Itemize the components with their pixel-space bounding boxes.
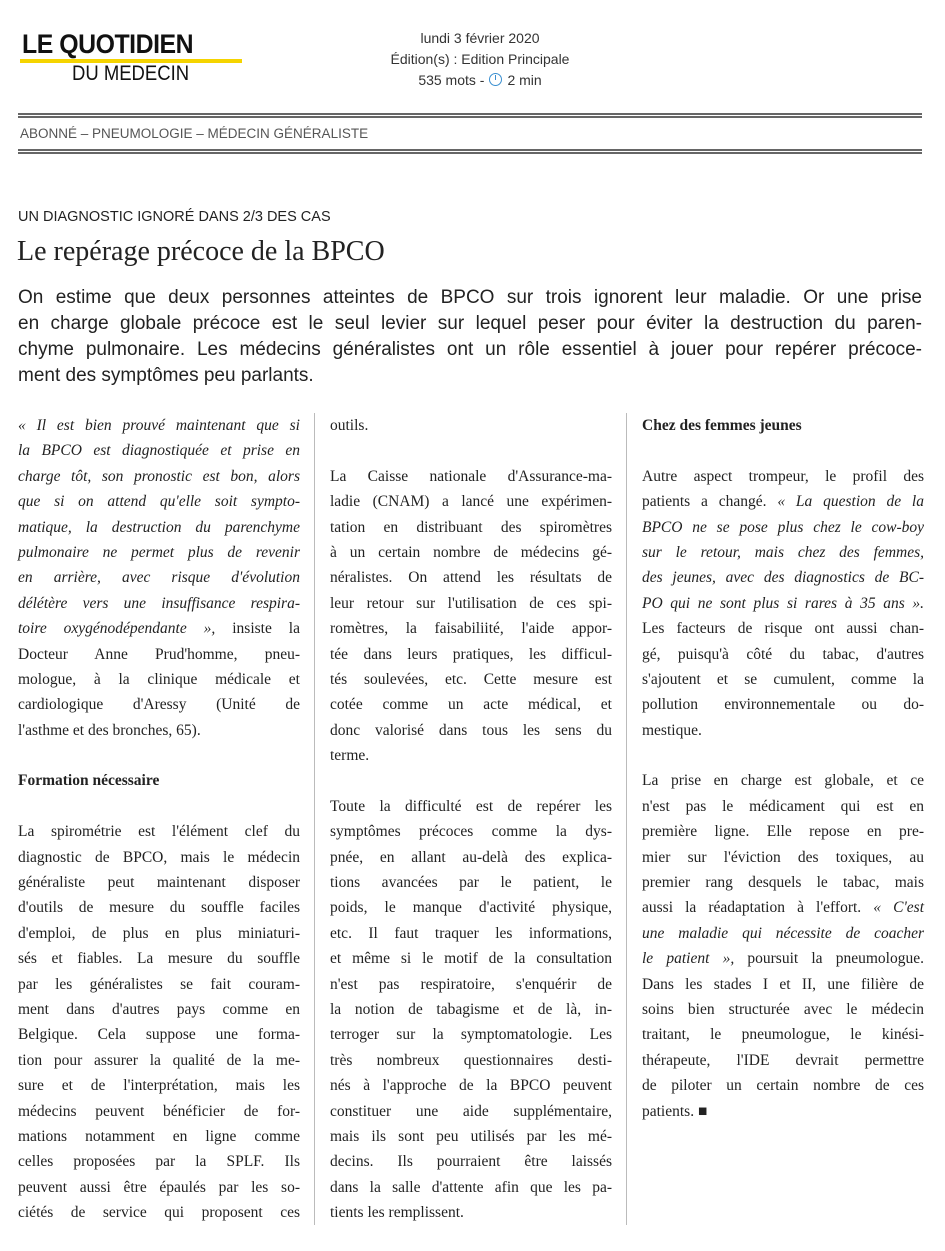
paragraph	[330, 464, 612, 769]
paragraph	[18, 819, 300, 1225]
body-text: ment dans d'autres pays comme en	[18, 1000, 300, 1018]
lede-line: On estime que deux personnes atteintes de BPCO sur trois ignorent leur maladie. Or une prise	[18, 287, 922, 308]
text-line	[642, 1048, 924, 1073]
text-line	[330, 1175, 612, 1200]
text-line	[642, 819, 924, 844]
body-text: Toute la difficulté est de repérer les	[330, 797, 612, 815]
paragraph	[642, 464, 924, 743]
body-text: tée dans leurs pratiques, les difficul-	[330, 645, 612, 663]
text-line	[642, 692, 924, 717]
text-line	[18, 946, 300, 971]
body-text: sés et fiables. La mesure du souffle	[18, 950, 300, 968]
text-line	[18, 972, 300, 997]
text-line	[642, 489, 924, 514]
publication-logo	[20, 30, 242, 86]
quote-text: délétère vers une insuffisance respira-	[18, 594, 300, 612]
text-line	[18, 565, 300, 590]
text-line	[18, 895, 300, 920]
text-line	[18, 870, 300, 895]
text-line	[330, 972, 612, 997]
body-text: Docteur Anne Prud'homme, pneu-	[18, 645, 300, 663]
body-text: d'emploi, de plus en plus miniaturi-	[18, 924, 300, 942]
edition: Édition(s) : Edition Principale	[390, 51, 570, 67]
body-text: patients a changé.	[642, 493, 778, 511]
text-line	[642, 845, 924, 870]
text-line	[330, 845, 612, 870]
text-line	[18, 1048, 300, 1073]
body-text: tation en distribuant des spiromètres	[330, 518, 612, 536]
body-text: mations notamment en ligne comme	[18, 1127, 300, 1145]
body-text: peuvent aussi être épaulés par les so-	[18, 1178, 300, 1196]
text-line	[642, 515, 924, 540]
body-text: insiste la	[215, 620, 300, 638]
body-text: La prise en charge est globale, et ce	[642, 772, 924, 790]
lede-line: chyme pulmonaire. Les médecins généralistes ont un rôle essentiel à jouer pour repérer précoce-	[18, 339, 922, 360]
text-line	[642, 591, 924, 616]
text-line	[642, 565, 924, 590]
text-line	[642, 946, 924, 971]
body-text: outils.	[330, 417, 369, 434]
word-count: 535 mots -	[418, 72, 485, 88]
text-line	[330, 718, 612, 743]
text-line	[18, 997, 300, 1022]
body-text: très nombreux questionnaires desti-	[330, 1051, 612, 1069]
body-text: poursuit la pneumologue.	[734, 950, 924, 968]
text-line	[330, 1073, 612, 1098]
text-line	[18, 718, 300, 743]
body-text: dans la salle d'attente afin que les pa-	[330, 1178, 612, 1196]
text-line	[18, 1073, 300, 1098]
quote-text: le patient »,	[642, 950, 735, 968]
text-line	[642, 1022, 924, 1047]
text-line	[330, 1099, 612, 1124]
body-text: ladie (CNAM) a lancé une expérimen-	[330, 493, 612, 511]
text-line	[642, 718, 924, 743]
body-text: n'est pas respiratoire, s'enquérir de	[330, 975, 612, 993]
body-text: diagnostic de BPCO, mais le médecin	[18, 848, 300, 866]
text-line	[642, 870, 924, 895]
text-line	[330, 515, 612, 540]
article-title: Le repérage précoce de la BPCO	[17, 236, 385, 267]
text-line	[330, 667, 612, 692]
clock-icon	[489, 73, 502, 86]
text-line	[330, 642, 612, 667]
body-text: celles proposées par la SPLF. Ils	[18, 1153, 300, 1171]
text-line	[18, 667, 300, 692]
text-line	[330, 1149, 612, 1174]
text-line	[642, 540, 924, 565]
body-text: par les généralistes se fait couram-	[18, 975, 300, 993]
quote-text: la BPCO est diagnostiquée et prise en	[18, 442, 300, 460]
body-text: ciétés de service qui proposent ces	[18, 1204, 300, 1222]
body-text: de piloter un certain nombre de ces	[642, 1077, 924, 1095]
body-text: à un certain nombre de médecins gé-	[330, 543, 612, 561]
quote-text: charge tôt, son pronostic est bon, alors	[18, 467, 300, 485]
column-divider	[314, 413, 315, 1225]
text-line	[18, 515, 300, 540]
text-line	[18, 1099, 300, 1124]
quote-text: des jeunes, avec des diagnostics de BC-	[642, 569, 924, 587]
body-text: cardiologique d'Aressy (Unité de	[18, 696, 300, 714]
text-line	[330, 540, 612, 565]
text-line	[642, 667, 924, 692]
text-line	[642, 1073, 924, 1098]
article-column-3	[642, 413, 924, 1149]
text-line	[18, 438, 300, 463]
column-divider	[626, 413, 627, 1225]
body-text: terroger sur la symptomatologie. Les	[330, 1026, 612, 1044]
text-line	[330, 794, 612, 819]
word-count-row	[330, 70, 630, 91]
body-text: tions avancées par le patient, le	[330, 874, 612, 892]
body-text: mier sur l'éviction des toxiques, au	[642, 848, 924, 866]
article-column-1	[18, 413, 300, 1251]
paragraph	[330, 794, 612, 1226]
logo-line-2: DU MEDECIN	[72, 62, 190, 85]
body-text: gé, puisqu'à côté du tabac, d'autres	[642, 645, 924, 663]
body-text: aussi la réadaptation à l'effort.	[642, 899, 874, 917]
body-text: mestique.	[642, 721, 702, 739]
logo-line-1: LE QUOTIDIEN	[22, 29, 194, 59]
body-text: tients les remplissent.	[330, 1204, 464, 1222]
quote-text: sur le retour, mais chez des femmes,	[642, 543, 924, 561]
text-line	[330, 489, 612, 514]
divider-top	[18, 113, 922, 118]
body-text: Belgique. Cela suppose une forma-	[18, 1026, 300, 1044]
body-text: constituer une aide supplémentaire,	[330, 1102, 612, 1120]
text-line	[642, 972, 924, 997]
text-line	[330, 1048, 612, 1073]
lede-line: ment des symptômes peu parlants.	[18, 365, 314, 386]
body-text: thérapeute, l'IDE devrait permettre	[642, 1051, 924, 1069]
body-text: n'est pas le médicament qui est en	[642, 797, 924, 815]
body-text: la notion de tabagisme et de là, in-	[330, 1000, 612, 1018]
body-text: tés soulevées, etc. Cette mesure est	[330, 670, 612, 688]
body-text: Autre aspect trompeur, le profil des	[642, 467, 924, 485]
text-line	[18, 1149, 300, 1174]
article-kicker: UN DIAGNOSTIC IGNORÉ DANS 2/3 DES CAS	[18, 209, 331, 225]
body-text: terme.	[330, 747, 370, 765]
body-text: decins. Ils pourraient être laissés	[330, 1153, 612, 1171]
body-text: mologue, à la clinique médicale et	[18, 670, 300, 688]
text-line	[330, 1200, 612, 1225]
text-line	[330, 565, 612, 590]
text-line	[642, 1099, 924, 1124]
body-text: traitant, le pneumologue, le kinési-	[642, 1026, 924, 1044]
text-line	[642, 768, 924, 793]
text-line	[642, 895, 924, 920]
body-text: néralistes. On attend les résultats de	[330, 569, 612, 587]
quote-text: toire oxygénodépendante »,	[18, 620, 216, 638]
body-text: s'ajoutent et se cumulent, comme la	[642, 670, 924, 688]
text-line	[642, 464, 924, 489]
text-line	[330, 692, 612, 717]
body-text: et même si le motif de la consultation	[330, 950, 612, 968]
text-line	[642, 794, 924, 819]
body-text: pnée, en allant au-delà des explica-	[330, 848, 612, 866]
text-line	[18, 845, 300, 870]
body-text: Dans les stades I et II, une filière de	[642, 975, 924, 993]
article-column-2	[330, 413, 612, 1251]
body-text: mais ils sont peu utilisés par les mé-	[330, 1127, 612, 1145]
text-line	[330, 413, 612, 438]
body-text: cotée comme un acte médical, et	[330, 696, 612, 714]
text-line	[18, 819, 300, 844]
text-line	[18, 591, 300, 616]
text-line	[18, 921, 300, 946]
body-text: leur retour sur l'utilisation de ces spi-	[330, 594, 612, 612]
text-line	[330, 997, 612, 1022]
article-lede	[18, 285, 922, 389]
text-line	[642, 997, 924, 1022]
paragraph	[642, 768, 924, 1123]
text-line	[330, 946, 612, 971]
text-line	[642, 642, 924, 667]
body-text: La spirométrie est l'élément clef du	[18, 823, 300, 841]
body-text: pollution environnementale ou do-	[642, 696, 924, 714]
text-line	[18, 464, 300, 489]
body-text: romètres, la faisabiliité, l'aide appor-	[330, 620, 612, 638]
quote-text: « C'est	[873, 899, 925, 917]
text-line	[330, 616, 612, 641]
body-text: Les facteurs de risque ont aussi chan-	[642, 620, 924, 638]
body-text: généraliste peut maintenant disposer	[18, 874, 300, 892]
text-line	[330, 591, 612, 616]
body-text: première ligne. Elle repose en pre-	[642, 823, 924, 841]
text-line	[18, 540, 300, 565]
quote-text: « Il est bien prouvé maintenant que si	[18, 417, 300, 434]
text-line	[18, 1022, 300, 1047]
quote-text: matique, la destruction du parenchyme	[18, 518, 300, 536]
read-time: 2 min	[507, 72, 542, 88]
categories-breadcrumb: ABONNÉ – PNEUMOLOGIE – MÉDECIN GÉNÉRALISTE	[20, 126, 369, 141]
text-line	[330, 921, 612, 946]
body-text: poids, le manque d'activité physique,	[330, 899, 612, 917]
body-text: La Caisse nationale d'Assurance-ma-	[330, 467, 612, 485]
quote-text: pulmonaire ne permet plus de revenir	[18, 543, 300, 561]
quote-text: BPCO ne se pose plus chez le cow-boy	[642, 518, 924, 536]
text-line	[18, 1175, 300, 1200]
body-text: sure et de l'interprétation, mais les	[18, 1077, 300, 1095]
text-line	[18, 1200, 300, 1225]
text-line	[18, 413, 300, 438]
quote-text: en arrière, avec risque d'évolution	[18, 569, 300, 587]
paragraph	[330, 413, 612, 438]
paragraph	[18, 413, 300, 743]
body-text: symptômes précoces comme la dys-	[330, 823, 612, 841]
body-text: soins bien structurée avec le médecin	[642, 1000, 924, 1018]
text-line	[18, 489, 300, 514]
text-line	[642, 921, 924, 946]
article-meta	[330, 28, 630, 91]
body-text: etc. Il faut traquer les informations,	[330, 924, 612, 942]
quote-text: PO qui ne sont plus si rares à 35 ans ».	[642, 594, 924, 612]
text-line	[330, 1022, 612, 1047]
divider-bottom	[18, 149, 922, 154]
body-text: d'outils de mesure du souffle faciles	[18, 899, 300, 917]
text-line	[18, 616, 300, 641]
publication-date: lundi 3 février 2020	[420, 30, 540, 46]
text-line	[18, 692, 300, 717]
text-line	[330, 1124, 612, 1149]
text-line	[330, 464, 612, 489]
section-heading: Formation nécessaire	[18, 772, 160, 790]
text-line	[330, 743, 612, 768]
text-line	[330, 819, 612, 844]
body-text: donc valorisé dans tous les sens du	[330, 721, 612, 739]
quote-text: que si on attend qu'elle soit sympto-	[18, 493, 300, 511]
lede-line: en charge globale précoce est le seul levier sur lequel peser pour éviter la destruction du paren-	[18, 313, 922, 334]
body-text: l'asthme et des bronches, 65).	[18, 721, 201, 739]
body-text: premier rang desquels le tabac, mais	[642, 874, 924, 892]
text-line	[330, 870, 612, 895]
body-text: nés à l'approche de la BPCO peuvent	[330, 1077, 612, 1095]
body-text: patients. ■	[642, 1102, 708, 1120]
body-text: tion pour assurer la qualité de la me-	[18, 1051, 300, 1069]
text-line	[330, 895, 612, 920]
quote-text: « La question de la	[777, 493, 924, 511]
section-heading: Chez des femmes jeunes	[642, 417, 802, 434]
quote-text: une maladie qui nécessite de coacher	[642, 924, 924, 942]
text-line	[18, 1124, 300, 1149]
body-text: médecins peuvent bénéficier de for-	[18, 1102, 300, 1120]
text-line	[642, 616, 924, 641]
text-line	[18, 642, 300, 667]
